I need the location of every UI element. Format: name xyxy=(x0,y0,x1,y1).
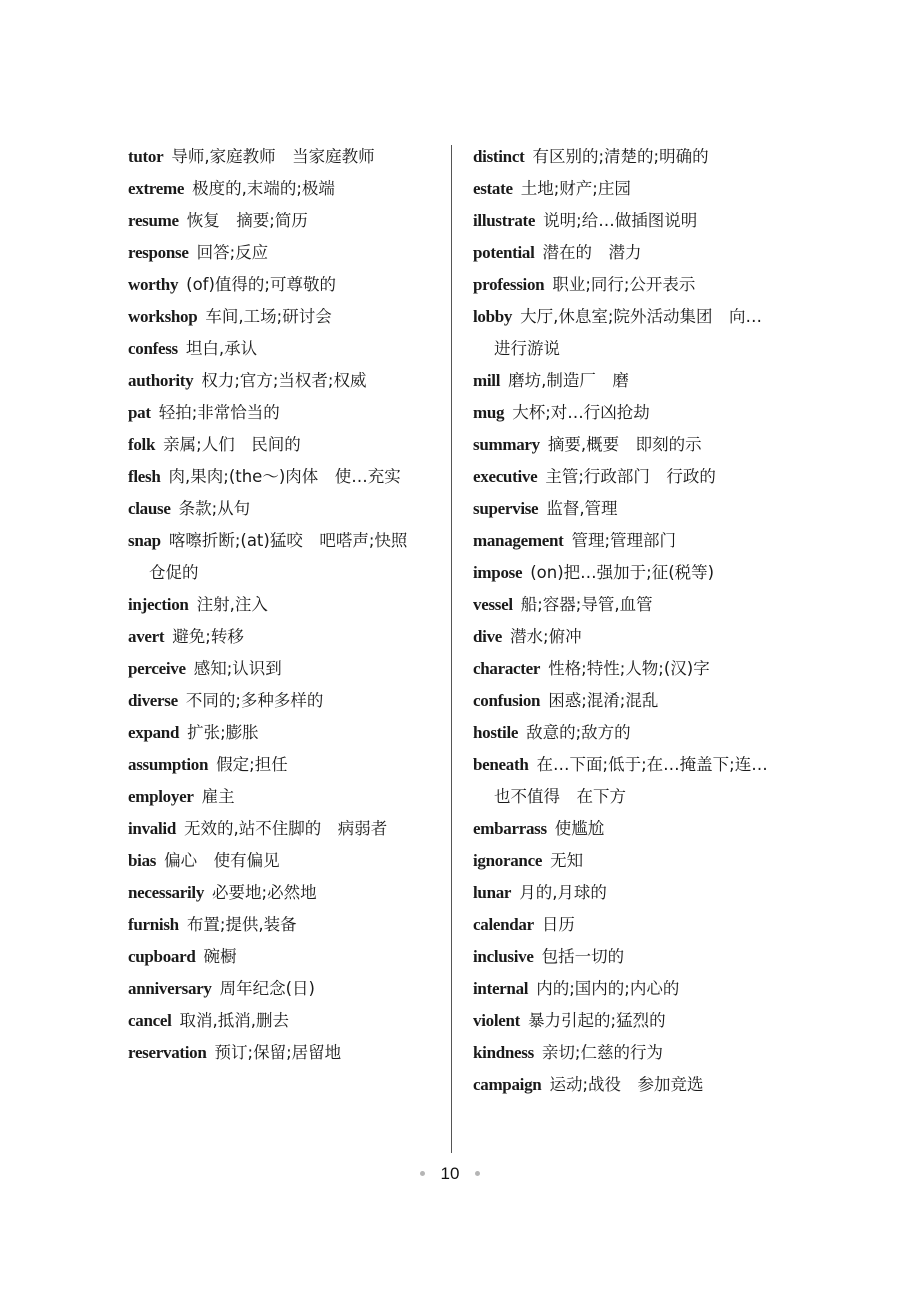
vocab-word: confusion xyxy=(473,691,541,710)
vocab-entry xyxy=(128,813,433,845)
vocab-word: impose xyxy=(473,563,523,582)
right-column xyxy=(473,141,778,1101)
vocab-entry xyxy=(128,173,433,205)
vocab-definition: 导师,家庭教师 当家庭教师 xyxy=(171,147,375,166)
vocab-definition: 无知 xyxy=(550,851,584,870)
vocab-definition: 监督,管理 xyxy=(546,499,618,518)
page-number: 10 xyxy=(440,1164,460,1183)
page-footer xyxy=(0,1164,900,1184)
vocab-definition: 雇主 xyxy=(201,787,235,806)
decorative-dot-icon xyxy=(475,1171,480,1176)
vocab-word: lobby xyxy=(473,307,513,326)
vocab-entry xyxy=(128,461,433,493)
vocab-entry xyxy=(473,429,778,461)
vocab-entry xyxy=(128,653,433,685)
vocab-word: anniversary xyxy=(128,979,212,998)
vocab-word: tutor xyxy=(128,147,164,166)
vocab-word: pat xyxy=(128,403,151,422)
vocab-entry xyxy=(128,525,433,589)
vocab-word: violent xyxy=(473,1011,521,1030)
vocab-entry xyxy=(473,237,778,269)
vocab-definition: 感知;认识到 xyxy=(193,659,282,678)
vocab-entry xyxy=(128,493,433,525)
vocab-word: injection xyxy=(128,595,189,614)
vocab-word: perceive xyxy=(128,659,186,678)
vocab-entry xyxy=(128,269,433,301)
vocab-word: confess xyxy=(128,339,178,358)
vocab-entry xyxy=(473,973,778,1005)
vocab-definition: 轻拍;非常恰当的 xyxy=(158,403,280,422)
vocab-definition: 权力;官方;当权者;权威 xyxy=(201,371,367,390)
vocab-word: lunar xyxy=(473,883,512,902)
vocab-definition: 运动;战役 参加竞选 xyxy=(549,1075,704,1094)
vocab-definition: 条款;从句 xyxy=(178,499,251,518)
vocab-entry xyxy=(473,461,778,493)
vocab-entry xyxy=(473,397,778,429)
vocab-word: character xyxy=(473,659,541,678)
vocab-definition: 在…下面;低于;在…掩盖下;连…也不值得 在下方 xyxy=(494,755,768,806)
vocab-entry xyxy=(128,205,433,237)
vocab-word: reservation xyxy=(128,1043,207,1062)
vocab-definition: 回答;反应 xyxy=(196,243,269,262)
vocab-word: summary xyxy=(473,435,540,454)
vocab-definition: (on)把…强加于;征(税等) xyxy=(530,563,715,582)
vocab-entry xyxy=(473,1005,778,1037)
vocab-entry xyxy=(128,589,433,621)
vocab-entry xyxy=(128,749,433,781)
vocab-entry xyxy=(128,301,433,333)
vocab-entry xyxy=(473,493,778,525)
vocab-word: authority xyxy=(128,371,194,390)
vocab-definition: 必要地;必然地 xyxy=(212,883,317,902)
column-divider xyxy=(451,145,452,1153)
vocab-word: mug xyxy=(473,403,505,422)
vocab-entry xyxy=(473,205,778,237)
vocab-word: profession xyxy=(473,275,545,294)
vocab-word: snap xyxy=(128,531,161,550)
vocab-entry xyxy=(473,941,778,973)
vocab-word: furnish xyxy=(128,915,179,934)
vocab-entry xyxy=(128,333,433,365)
vocab-definition: 月的,月球的 xyxy=(519,883,607,902)
vocab-word: embarrass xyxy=(473,819,547,838)
vocab-definition: 车间,工场;研讨会 xyxy=(205,307,332,326)
vocab-word: campaign xyxy=(473,1075,542,1094)
vocab-entry xyxy=(128,621,433,653)
vocab-entry xyxy=(473,685,778,717)
vocab-word: avert xyxy=(128,627,165,646)
vocab-definition: 主管;行政部门 行政的 xyxy=(545,467,716,486)
vocab-word: illustrate xyxy=(473,211,536,230)
vocab-entry xyxy=(128,685,433,717)
vocab-definition: 使尴尬 xyxy=(554,819,605,838)
vocab-definition: 取消,抵消,删去 xyxy=(179,1011,290,1030)
vocab-entry xyxy=(473,909,778,941)
vocab-word: cupboard xyxy=(128,947,196,966)
vocab-word: vessel xyxy=(473,595,513,614)
vocab-definition: 喀嚓折断;(at)猛咬 吧嗒声;快照 仓促的 xyxy=(149,531,424,582)
vocab-entry xyxy=(128,845,433,877)
vocab-entry xyxy=(128,781,433,813)
vocab-definition: 潜水;俯冲 xyxy=(510,627,582,646)
vocab-word: calendar xyxy=(473,915,534,934)
vocab-definition: 日历 xyxy=(541,915,575,934)
vocab-definition: (of)值得的;可尊敬的 xyxy=(186,275,336,294)
vocab-definition: 预订;保留;居留地 xyxy=(214,1043,342,1062)
vocab-word: resume xyxy=(128,211,179,230)
vocab-definition: 坦白,承认 xyxy=(185,339,258,358)
vocab-entry xyxy=(128,973,433,1005)
vocab-word: cancel xyxy=(128,1011,172,1030)
vocab-entry xyxy=(128,365,433,397)
vocab-word: management xyxy=(473,531,564,550)
vocab-entry xyxy=(473,525,778,557)
vocab-definition: 假定;担任 xyxy=(216,755,288,774)
vocab-entry xyxy=(473,877,778,909)
vocab-entry xyxy=(473,749,778,813)
vocab-definition: 潜在的 潜力 xyxy=(542,243,642,262)
vocab-definition: 性格;特性;人物;(汉)字 xyxy=(548,659,710,678)
vocab-word: bias xyxy=(128,851,157,870)
vocab-entry xyxy=(473,813,778,845)
vocab-word: inclusive xyxy=(473,947,534,966)
vocab-entry xyxy=(128,941,433,973)
vocab-definition: 有区别的;清楚的;明确的 xyxy=(532,147,709,166)
vocab-word: distinct xyxy=(473,147,525,166)
vocab-entry xyxy=(473,173,778,205)
vocab-word: dive xyxy=(473,627,503,646)
left-column xyxy=(128,141,433,1069)
vocab-entry xyxy=(128,877,433,909)
vocab-entry xyxy=(128,1005,433,1037)
vocab-word: extreme xyxy=(128,179,185,198)
vocab-word: assumption xyxy=(128,755,209,774)
vocab-word: ignorance xyxy=(473,851,543,870)
vocab-word: necessarily xyxy=(128,883,205,902)
vocab-entry xyxy=(473,301,778,365)
vocab-word: response xyxy=(128,243,189,262)
vocab-word: expand xyxy=(128,723,180,742)
vocab-definition: 困惑;混淆;混乱 xyxy=(548,691,659,710)
vocab-word: workshop xyxy=(128,307,198,326)
vocab-definition: 船;容器;导管,血管 xyxy=(520,595,653,614)
vocab-definition: 土地;财产;庄园 xyxy=(520,179,631,198)
vocab-entry xyxy=(473,557,778,589)
vocab-entry xyxy=(473,589,778,621)
vocab-definition: 摘要,概要 即刻的示 xyxy=(547,435,702,454)
vocab-word: beneath xyxy=(473,755,529,774)
vocab-definition: 敌意的;敌方的 xyxy=(526,723,631,742)
vocab-definition: 无效的,站不住脚的 病弱者 xyxy=(183,819,388,838)
vocab-definition: 碗橱 xyxy=(203,947,237,966)
vocab-definition: 避免;转移 xyxy=(172,627,244,646)
vocab-definition: 扩张;膨胀 xyxy=(187,723,259,742)
decorative-dot-icon xyxy=(420,1171,425,1176)
vocab-entry xyxy=(473,845,778,877)
vocab-definition: 周年纪念(日) xyxy=(219,979,315,998)
vocab-definition: 布置;提供,装备 xyxy=(186,915,297,934)
vocab-definition: 职业;同行;公开表示 xyxy=(552,275,696,294)
vocab-entry xyxy=(473,141,778,173)
vocab-definition: 偏心 使有偏见 xyxy=(164,851,280,870)
vocab-word: invalid xyxy=(128,819,176,838)
vocab-word: mill xyxy=(473,371,501,390)
vocab-definition: 磨坊,制造厂 磨 xyxy=(508,371,629,390)
vocab-word: flesh xyxy=(128,467,161,486)
vocab-entry xyxy=(128,429,433,461)
vocab-definition: 亲属;人们 民间的 xyxy=(163,435,301,454)
vocab-definition: 暴力引起的;猛烈的 xyxy=(528,1011,666,1030)
vocab-definition: 包括一切的 xyxy=(541,947,625,966)
vocab-definition: 大杯;对…行凶抢劫 xyxy=(512,403,650,422)
vocab-definition: 恢复 摘要;简历 xyxy=(186,211,308,230)
vocab-definition: 大厅,休息室;院外活动集团 向…进行游说 xyxy=(494,307,762,358)
vocab-definition: 管理;管理部门 xyxy=(571,531,677,550)
vocab-entry xyxy=(473,1069,778,1101)
vocab-entry xyxy=(473,269,778,301)
vocab-entry xyxy=(128,397,433,429)
vocab-definition: 极度的,末端的;极端 xyxy=(192,179,335,198)
vocab-definition: 说明;给…做插图说明 xyxy=(543,211,698,230)
vocab-entry xyxy=(473,1037,778,1069)
vocab-entry xyxy=(473,365,778,397)
vocab-word: internal xyxy=(473,979,529,998)
vocab-entry xyxy=(473,621,778,653)
vocab-word: estate xyxy=(473,179,513,198)
vocab-word: kindness xyxy=(473,1043,534,1062)
vocab-word: potential xyxy=(473,243,535,262)
vocab-definition: 注射,注入 xyxy=(196,595,268,614)
vocab-word: executive xyxy=(473,467,538,486)
vocab-word: hostile xyxy=(473,723,519,742)
vocab-word: diverse xyxy=(128,691,178,710)
vocab-entry xyxy=(128,909,433,941)
vocab-word: folk xyxy=(128,435,156,454)
vocab-word: clause xyxy=(128,499,171,518)
vocab-word: worthy xyxy=(128,275,179,294)
vocab-entry xyxy=(473,717,778,749)
vocab-entry xyxy=(128,1037,433,1069)
vocab-definition: 亲切;仁慈的行为 xyxy=(541,1043,663,1062)
vocab-word: supervise xyxy=(473,499,539,518)
vocab-entry xyxy=(128,141,433,173)
vocab-definition: 肉,果肉;(the～)肉体 使…充实 xyxy=(168,467,401,486)
vocab-entry xyxy=(128,717,433,749)
vocab-definition: 不同的;多种多样的 xyxy=(185,691,324,710)
vocab-word: employer xyxy=(128,787,194,806)
vocab-entry xyxy=(128,237,433,269)
vocab-entry xyxy=(473,653,778,685)
vocab-definition: 内的;国内的;内心的 xyxy=(536,979,680,998)
